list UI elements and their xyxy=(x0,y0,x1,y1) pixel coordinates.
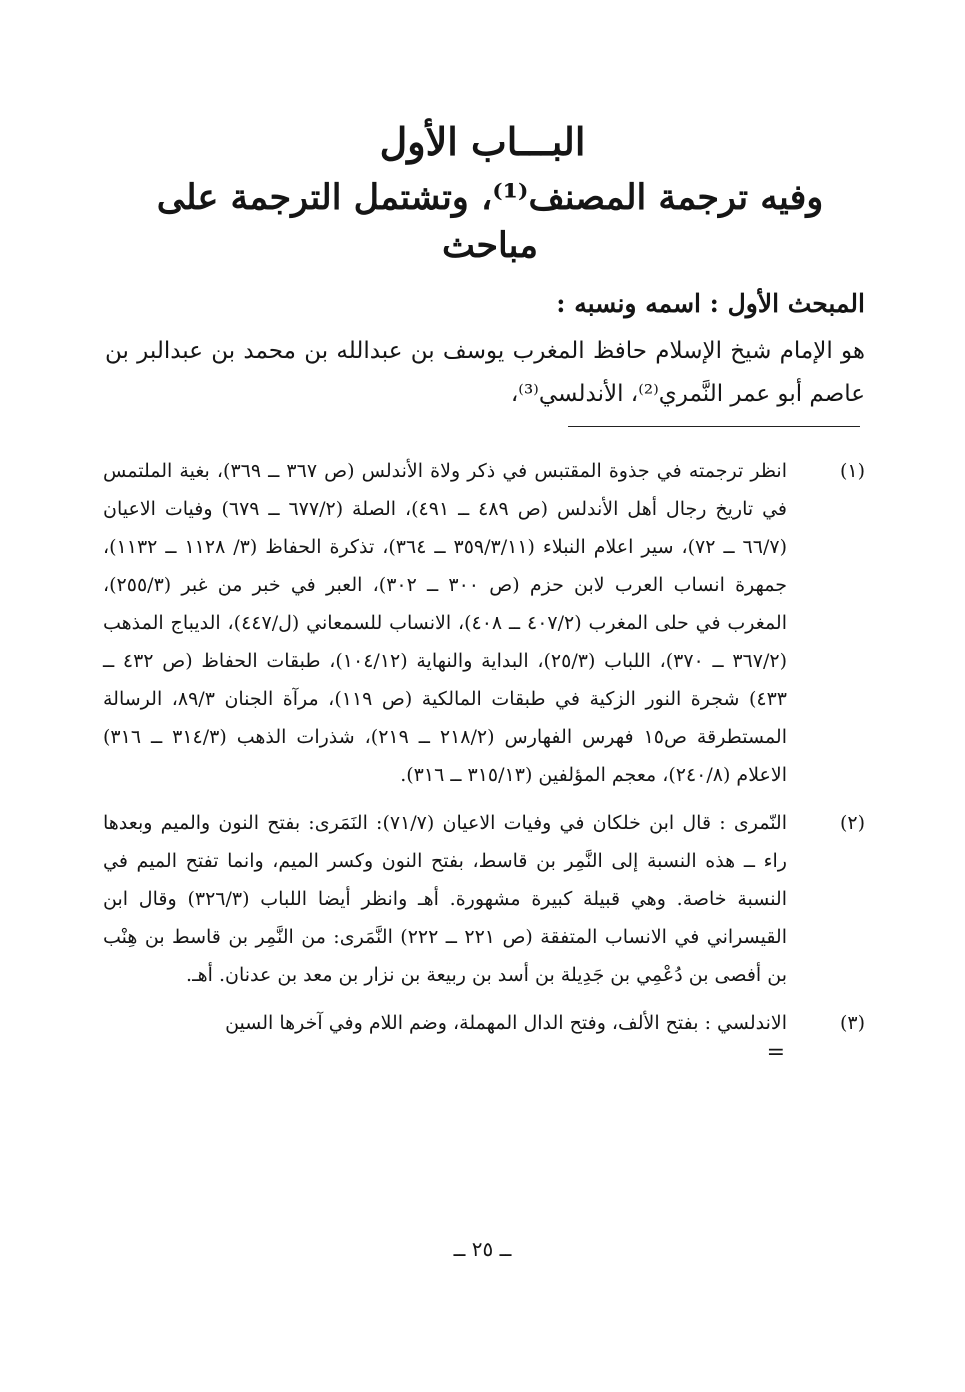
footnote-1 xyxy=(103,452,865,794)
footnote-3 xyxy=(103,1004,865,1064)
footnote-number: (٢) xyxy=(839,812,865,834)
footnote-text: النّمرى : قال ابن خلكان في وفيات الاعيان (٧١/٧): النَمَرى: بفتح النون والميم وبعدها راء ــ هذه النسبة إلى النَّمِر بن قاسط، بفتح النون وكسر الميم، وانما تفتح الميم في النسبة خاصة. وهي قبيلة كبيرة مشهورة. أهـ وانظر أيضا اللباب (٣٢٦/٣) وقال ابن القيسراني في الانساب المتفقة (ص ٢٢١ ــ ٢٢٢) النَّمَرى: من النَّمِر بن قاسط بن هِنْب بن أفصى بن دُعْمِي بن جَدِيلة بن أسد بن ربيعة بن نزار بن معد بن عدنان. أهـ. xyxy=(103,812,788,986)
footnote-number: (١) xyxy=(839,460,865,482)
page-number: ــ ٢٥ ــ xyxy=(453,1237,512,1261)
footnote-text: الاندلسي : بفتح الألف، وفتح الدال المهملة، وضم اللام وفي آخرها السين xyxy=(225,1012,787,1034)
section-body: هو الإمام شيخ الإسلام حافظ المغرب يوسف بن عبدالله بن محمد بن عبدالبر بن عاصم أبو عمر النَّمري⁽²⁾، الأندلسي⁽³⁾، xyxy=(105,338,866,407)
chapter-subtitle: وفيه ترجمة المصنف⁽¹⁾، وتشتمل الترجمة على مباحث xyxy=(156,177,824,266)
section-heading: المبحث الأول : اسمه ونسبه : xyxy=(556,289,865,318)
footnote-text: انظر ترجمته في جذوة المقتبس في ذكر ولاة الأندلس (ص ٣٦٧ ــ ٣٦٩)، بغية الملتمس في تاريخ رجال أهل الأندلس (ص ٤٨٩ ــ ٤٩١)، الصلة (٦٧٧/٢ ــ ٦٧٩) وفيات الاعيان (٦٦/٧ ــ ٧٢)، سير اعلام النبلاء (٣٥٩/٣/١١ ــ ٣٦٤)، تذكرة الحفاظ (٣/ ١١٢٨ ــ ١١٣٢)، جمهرة انساب العرب لابن حزم (ص ٣٠٠ ــ ٣٠٢)، العبر في خبر من غبر (٢٥٥/٣)، المغرب في حلى المغرب (٤٠٧/٢ ــ ٤٠٨)، الانساب للسمعاني (ل/٤٤٧)، الديباج المذهب (٣٦٧/٢ ــ ٣٧٠)، اللباب (٢٥/٣)، البداية والنهاية (١٠٤/١٢)، طبقات الحفاظ (ص ٤٣٢ ــ ٤٣٣) شجرة النور الزكية في طبقات المالكية (ص ١١٩)، مرآة الجنان ٨٩/٣، الرسالة المستطرقة ص١٥ فهرس الفهارس (٢١٨/٢ ــ ٢١٩)، شذرات الذهب (٣١٤/٣ ــ ٣١٦) الاعلام (٢٤٠/٨)، معجم المؤلفين (٣١٥/١٣ ــ ٣١٦). xyxy=(103,460,788,786)
footnote-2 xyxy=(103,804,865,994)
footnote-text-wrapper xyxy=(103,1004,787,1064)
chapter-title: البـــاب الأول xyxy=(379,119,586,164)
footnote-divider xyxy=(568,426,860,427)
footnotes xyxy=(103,452,865,1074)
footnote-number: (٣) xyxy=(839,1012,865,1034)
continuation-mark: = xyxy=(766,1040,785,1065)
